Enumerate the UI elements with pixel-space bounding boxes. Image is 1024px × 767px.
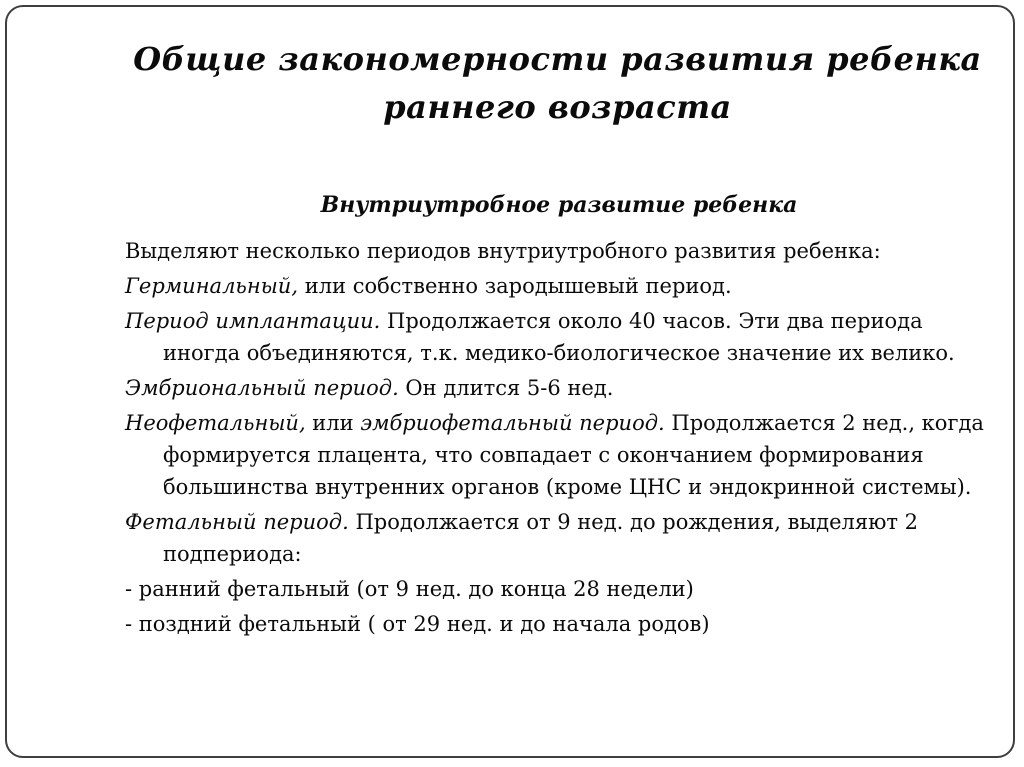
- text-segment: Герминальный,: [125, 274, 299, 298]
- text-segment: Продолжается 2 нед., когда формируется плацента, что совпадает с окончанием формирования большинства внутренних органов (кроме ЦНС и эндокринной системы).: [163, 411, 984, 499]
- paragraph-fetal: [125, 506, 993, 570]
- paragraph-intro: [125, 235, 993, 267]
- text-segment: Он длится 5-6 нед.: [398, 376, 614, 400]
- text-segment: эмбриофетальный период.: [360, 411, 665, 435]
- text-segment: Фетальный период.: [125, 510, 349, 534]
- slide-title: Общие закономерности развития ребенка раннего возраста: [133, 40, 982, 126]
- text-segment: Продолжается от 9 нед. до рождения, выделяют 2 подпериода:: [163, 510, 919, 566]
- text-segment: Неофетальный,: [125, 411, 306, 435]
- text-segment: или: [305, 411, 361, 435]
- paragraph-germinal: [125, 270, 993, 302]
- text-segment: Выделяют несколько периодов внутриутробного развития ребенка:: [125, 239, 881, 263]
- text-segment: или собственно зародышевый период.: [298, 274, 732, 298]
- slide-body: [125, 189, 993, 640]
- paragraph-implantation: [125, 305, 993, 369]
- text-segment: Эмбриональный период.: [125, 376, 399, 400]
- text-segment: Продолжается около 40 часов. Эти два периода иногда объединяются, т.к. медико-биологическое значение их велико.: [163, 309, 955, 365]
- text-segment: - ранний фетальный (от 9 нед. до конца 28 недели): [125, 577, 694, 601]
- paragraph-early-fetal: [125, 573, 993, 605]
- paragraph-neofetal: [125, 407, 993, 503]
- slide-subtitle: Внутриутробное развитие ребенка: [320, 192, 798, 218]
- text-segment: - поздний фетальный ( от 29 нед. и до начала родов): [125, 612, 710, 636]
- text-segment: Период имплантации.: [125, 309, 381, 333]
- paragraph-embryonic: [125, 372, 993, 404]
- slide-frame: [5, 5, 1015, 758]
- paragraph-late-fetal: [125, 608, 993, 640]
